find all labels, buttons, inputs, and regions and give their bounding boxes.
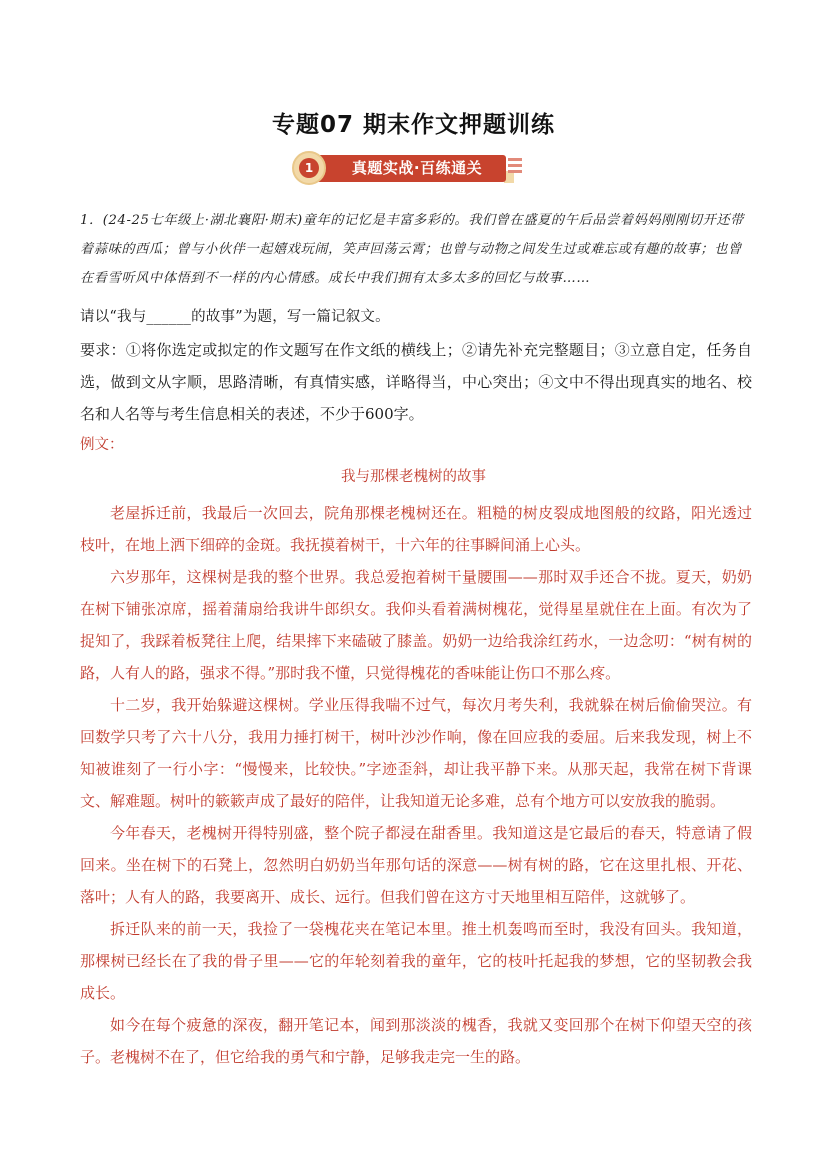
banner-stripes-decoration: [508, 158, 522, 179]
example-label: 例文：: [80, 437, 124, 453]
essay-paragraph: 如今在每个疲惫的深夜，翻开笔记本，闻到那淡淡的槐香，我就又变回那个在树下仰望天空的孩子。老槐树不在了，但它给我的勇气和宁静，足够我走完一生的路。: [80, 1016, 752, 1066]
essay-paragraph: 今年春天，老槐树开得特别盛，整个院子都浸在甜香里。我知道这是它最后的春天，特意请了假回来。坐在树下的石凳上，忽然明白奶奶当年那句话的深意——树有树的路，它在这里扎根、开花、落叶；人有人的路，我要离开、成长、远行。但我们曾在这方寸天地里相互陪伴，这就够了。: [80, 824, 752, 906]
essay-paragraph: 拆迁队来的前一天，我捡了一袋槐花夹在笔记本里。推土机轰鸣而至时，我没有回头。我知道，那棵树已经长在了我的骨子里——它的年轮刻着我的童年，它的枝叶托起我的梦想，它的坚韧教会我成长。: [80, 920, 752, 1002]
banner-bar: [310, 155, 506, 182]
question-prompt: 请以“我与______的故事”为题，写一篇记叙文。: [80, 309, 390, 325]
question-requirements: 要求：①将你选定或拟定的作文题写在作文纸的横线上；②请先补充完整题目；③立意自定，任务自选，做到文从字顺，思路清晰，有真情实感，详略得当，中心突出；④文中不得出现真实的地名、校名和人名等与考生信息相关的表述，不少于600字。: [80, 341, 752, 423]
essay-title: 我与那棵老槐树的故事: [341, 469, 486, 485]
banner-label: 真题实战·百练通关: [351, 159, 483, 177]
essay-paragraph: 十二岁，我开始躲避这棵树。学业压得我喘不过气，每次月考失利，我就躲在树后偷偷哭泣。有回数学只考了六十八分，我用力捶打树干，树叶沙沙作响，像在回应我的委屈。后来我发现，树上不知被谁刻了一行小字：“慢慢来，比较快。”字迹歪斜，却让我平静下来。从那天起，我常在树下背课文、解难题。树叶的簌簌声成了最好的陪伴，让我知道无论多难，总有个地方可以安放我的脆弱。: [80, 696, 752, 810]
essay-paragraph: 六岁那年，这棵树是我的整个世界。我总爱抱着树干量腰围——那时双手还合不拢。夏天，奶奶在树下铺张凉席，摇着蒲扇给我讲牛郎织女。我仰头看着满树槐花，觉得星星就住在上面。有次为了捉知了，我踩着板凳往上爬，结果摔下来磕破了膝盖。奶奶一边给我涂红药水，一边念叨：“树有树的路，人有人的路，强求不得。”那时我不懂，只觉得槐花的香味能让伤口不那么疼。: [80, 568, 752, 682]
section-banner: [292, 151, 532, 187]
essay-paragraph: 老屋拆迁前，我最后一次回去，院角那棵老槐树还在。粗糙的树皮裂成地图般的纹路，阳光透过枝叶，在地上洒下细碎的金斑。我抚摸着树干，十六年的往事瞬间涌上心头。: [80, 504, 752, 554]
essay-body: [80, 497, 752, 1073]
question-intro: 1．(24-25七年级上·湖北襄阳·期末)童年的记忆是丰富多彩的。我们曾在盛夏的午后品尝着妈妈刚刚切开还带着蒜味的西瓜；曾与小伙伴一起嬉戏玩闹，笑声回荡云霄；也曾与动物之间发生过或难忘或有趣的故事；也曾在看雪听风中体悟到不一样的内心情感。成长中我们拥有太多太多的回忆与故事……: [80, 213, 744, 286]
page-title: 专题07 期末作文押题训练: [271, 112, 555, 138]
banner-number: 1: [299, 158, 319, 178]
banner-number-badge: [292, 151, 326, 185]
